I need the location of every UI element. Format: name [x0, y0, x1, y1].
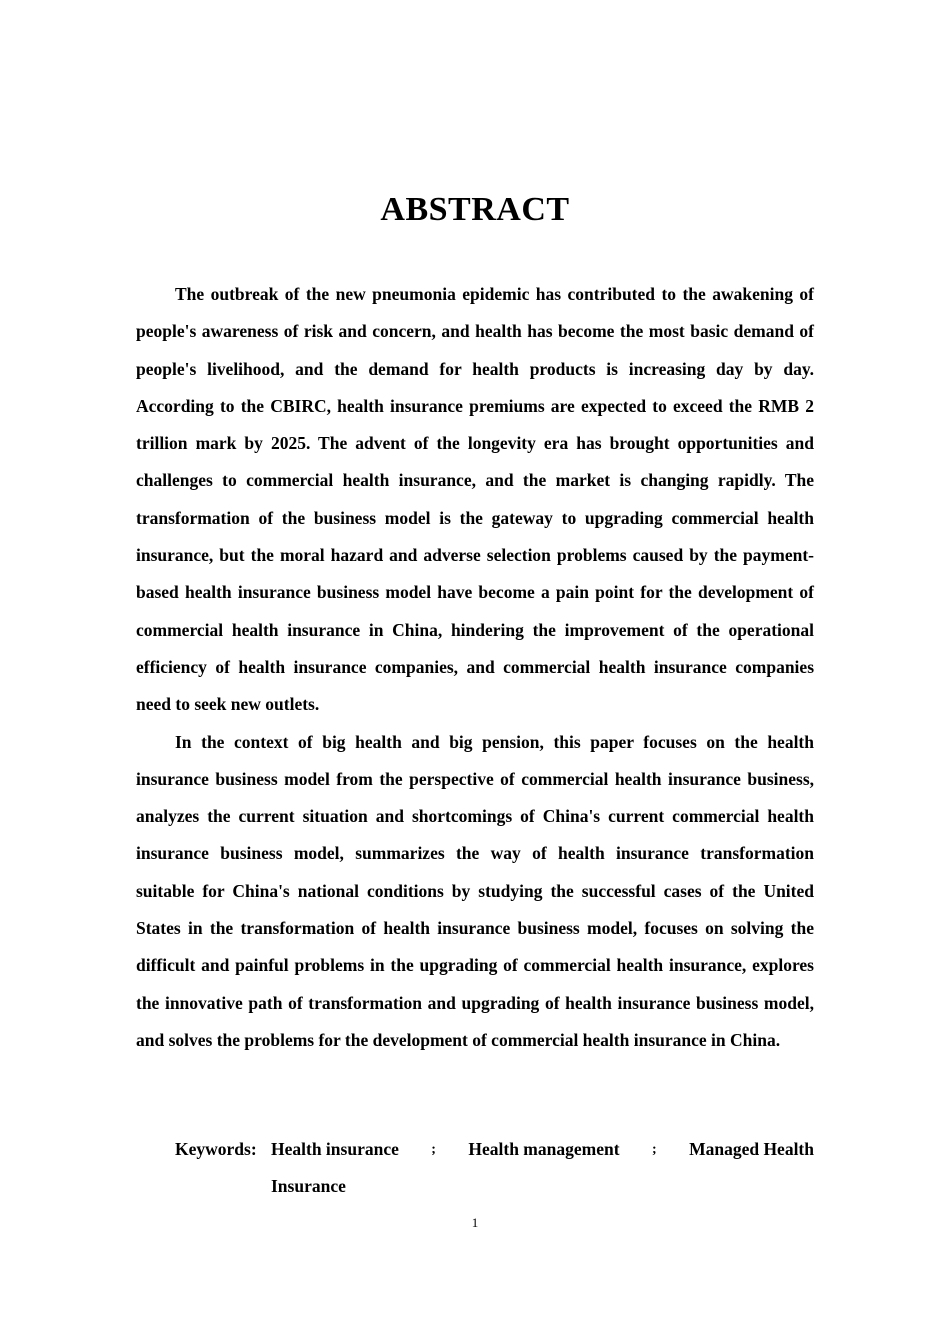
keyword-term-1: Health insurance: [271, 1139, 399, 1159]
keyword-term-2: Health management: [468, 1139, 620, 1159]
abstract-paragraph-1: The outbreak of the new pneumonia epidemic has contributed to the awakening of people's awareness of risk and concern, and health has become the most basic demand of people's livelihood, and the demand for health products is increasing day by day. According to the CBIRC, health insurance premiums are expected to exceed the RMB 2 trillion mark by 2025. The advent of the longevity era has brought opportunities and challenges to commercial health insurance, and the market is changing rapidly. The transformation of the business model is the gateway to upgrading commercial health insurance, but the moral hazard and adverse selection problems caused by the payment-based health insurance business model have become a pain point for the development of commercial health insurance in China, hindering the improvement of the operational efficiency of health insurance companies, and commercial health insurance companies need to seek new outlets.: [136, 284, 814, 715]
page-title: ABSTRACT: [380, 190, 570, 228]
abstract-body: [136, 276, 814, 1059]
keywords-list: [271, 1131, 814, 1205]
abstract-paragraph-2: In the context of big health and big pension, this paper focuses on the health insurance business model from the perspective of commercial health insurance business, analyzes the current situation and shortcomings of China's current commercial health insurance business model, summarizes the way of health insurance transformation suitable for China's national conditions by studying the successful cases of the United States in the transformation of health insurance business model, focuses on solving the difficult and painful problems in the upgrading of commercial health insurance, explores the innovative path of transformation and upgrading of health insurance business model, and solves the problems for the development of commercial health insurance in China.: [136, 731, 814, 1050]
keyword-term-3-continued: Insurance: [271, 1176, 346, 1196]
keyword-separator: ;: [431, 1142, 436, 1157]
page-number: 1: [471, 1215, 479, 1230]
keyword-separator: ;: [651, 1142, 657, 1157]
keywords-section: [175, 1131, 814, 1205]
keyword-term-3: Managed Health: [689, 1139, 814, 1159]
keywords-label: Keywords:: [175, 1139, 257, 1159]
